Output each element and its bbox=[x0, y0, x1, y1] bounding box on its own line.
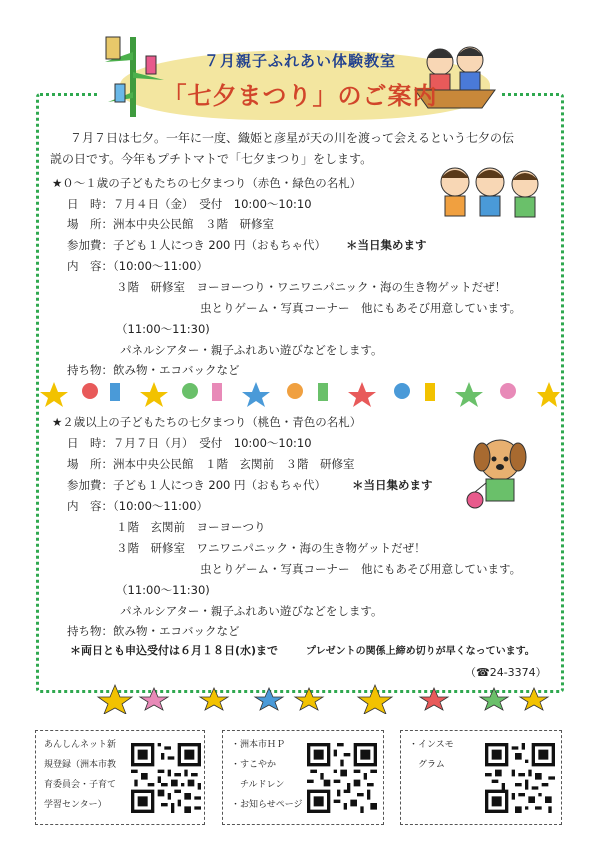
section2-fee: 参加費：子ども１人につき 200 円（おもちゃ代） bbox=[67, 478, 327, 492]
section1-items: 持ち物：飲み物・エコバックなど bbox=[67, 363, 240, 377]
stars-decoration-icon bbox=[90, 680, 550, 714]
section1-place: 場 所：洲本中央公民館 ３階 研修室 bbox=[67, 217, 274, 231]
anshin-net-box bbox=[35, 730, 205, 825]
sumoto-city-box bbox=[222, 730, 384, 825]
banner-title: 「七夕まつり」のご案内 bbox=[162, 82, 438, 110]
qr-code-instagram[interactable] bbox=[485, 743, 555, 813]
section2-content-4: 虫とりゲーム・写真コーナー 他にもあそび用意しています。 bbox=[200, 562, 522, 576]
section1-content-4: （11:00～11:30) bbox=[116, 322, 210, 336]
anshin-net-text-4: 学習センター） bbox=[44, 800, 107, 810]
instagram-text-2: グラム bbox=[409, 760, 445, 770]
section2-content-1: 内 容：（10:00～11:00） bbox=[67, 499, 209, 513]
section2-content-6: パネルシアター・親子ふれあい遊びなどをします。 bbox=[120, 604, 383, 618]
instagram-text-1: ・インスモ bbox=[409, 740, 454, 750]
sumoto-text-4: ・お知らせページ bbox=[231, 800, 303, 810]
dog-illustration-icon bbox=[460, 435, 540, 515]
title-banner bbox=[100, 38, 500, 120]
ornament-divider-icon bbox=[40, 377, 560, 407]
sumoto-text-3: チルドレン bbox=[231, 780, 285, 790]
children-illustration-icon bbox=[435, 160, 545, 220]
section1-heading: ★０～１歳の子どもたちの七夕まつり（赤色・緑色の名札） bbox=[52, 176, 362, 190]
intro-line-2: 説の日です。今年もプチトマトで「七夕まつり」をします。 bbox=[50, 152, 373, 166]
deadline-notice: ＊両日とも申込受付は６月１８日(水)まで bbox=[70, 644, 279, 657]
anshin-net-text-1: あんしんネット新 bbox=[44, 740, 117, 750]
section1-content-1: 内 容：（10:00～11:00） bbox=[67, 259, 209, 273]
section1-date: 日 時：７月４日（金） 受付 10:00～10:10 bbox=[67, 197, 312, 211]
telephone-number: （☎24-3374） bbox=[465, 666, 547, 679]
deadline-reason: プレゼントの関係上締め切りが早くなっています。 bbox=[306, 646, 535, 657]
section2-fee-note: ＊当日集めます bbox=[352, 478, 433, 492]
sumoto-text-2: ・すこやか bbox=[231, 760, 277, 770]
section2-date: 日 時：７月７日（月） 受付 10:00～10:10 bbox=[67, 436, 312, 450]
intro-line-1: ７月７日は七夕。一年に一度、織姫と彦星が天の川を渡って会えるという七夕の伝 bbox=[70, 131, 515, 145]
section2-content-5: （11:00～11:30) bbox=[116, 583, 210, 597]
section2-place: 場 所：洲本中央公民館 １階 玄関前 ３階 研修室 bbox=[67, 457, 355, 471]
section1-fee: 参加費：子ども１人につき 200 円（おもちゃ代） bbox=[67, 238, 327, 252]
section2-content-2: １階 玄関前 ヨーヨーつり bbox=[116, 520, 266, 534]
section1-content-5: パネルシアター・親子ふれあい遊びなどをします。 bbox=[120, 343, 383, 357]
qr-code-sumoto-city[interactable] bbox=[307, 743, 377, 813]
sumoto-text-1: ・洲本市ＨＰ bbox=[231, 740, 286, 750]
anshin-net-text-2: 規登録（洲本市教 bbox=[44, 760, 117, 770]
section1-content-2: ３階 研修室 ヨーヨーつり・ワニワニパニック・海の生き物ゲットだぜ！ bbox=[116, 280, 507, 294]
banner-subtitle: ７月親子ふれあい体験教室 bbox=[203, 52, 396, 70]
section2-content-3: ３階 研修室 ワニワニパニック・海の生き物ゲットだぜ！ bbox=[116, 541, 426, 555]
section1-fee-note: ＊当日集めます bbox=[346, 238, 427, 252]
qr-code-anshin-net[interactable] bbox=[131, 743, 201, 813]
section1-content-3: 虫とりゲーム・写真コーナー 他にもあそび用意しています。 bbox=[200, 301, 522, 315]
section2-items: 持ち物：飲み物・エコバックなど bbox=[67, 624, 240, 638]
instagram-box bbox=[400, 730, 562, 825]
section2-heading: ★２歳以上の子どもたちの七夕まつり（桃色・青色の名札） bbox=[52, 415, 362, 429]
anshin-net-text-3: 育委員会・子育て bbox=[44, 780, 117, 790]
